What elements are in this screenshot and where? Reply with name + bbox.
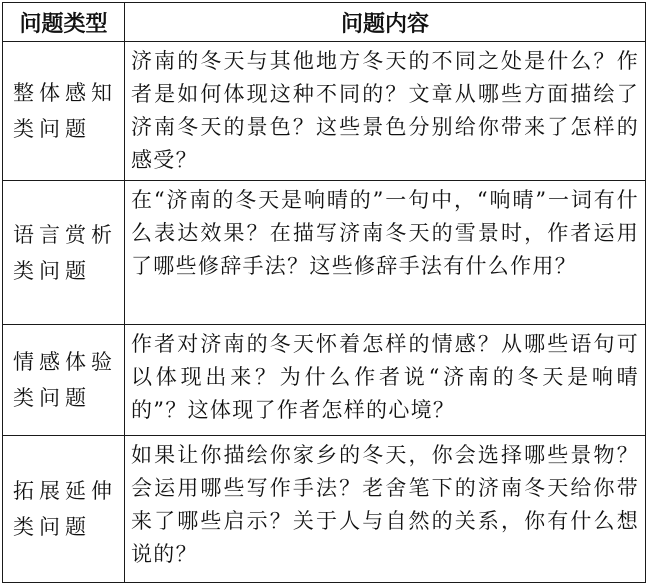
question-type-cell: 情感体验类问题 (3, 325, 125, 436)
table-row (3, 42, 646, 181)
question-type-cell: 整体感知类问题 (3, 42, 125, 181)
question-content-cell: 作者对济南的冬天怀着怎样的情感？从哪些语句可以体现出来？为什么作者说“济南的冬天是响晴的”？这体现了作者怎样的心境？ (125, 325, 646, 436)
question-content-cell: 如果让你描绘你家乡的冬天，你会选择哪些景物？会运用哪些写作手法？老舍笔下的济南冬天给你带来了哪些启示？关于人与自然的关系，你有什么想说的？ (125, 436, 646, 583)
header-question-content: 问题内容 (125, 3, 646, 42)
question-type-cell: 拓展延伸类问题 (3, 436, 125, 583)
question-content-cell: 济南的冬天与其他地方冬天的不同之处是什么？作者是如何体现这种不同的？文章从哪些方面描绘了济南冬天的景色？这些景色分别给你带来了怎样的感受？ (125, 42, 646, 181)
question-type-cell: 语言赏析类问题 (3, 181, 125, 325)
table-header-row (3, 3, 646, 42)
question-content-cell: 在“济南的冬天是响晴的”一句中，“响晴”一词有什么表达效果？在描写济南冬天的雪景时，作者运用了哪些修辞手法？这些修辞手法有什么作用？ (125, 181, 646, 325)
table-row (3, 436, 646, 583)
table-row (3, 325, 646, 436)
table-row (3, 181, 646, 325)
header-question-type: 问题类型 (3, 3, 125, 42)
question-table (2, 2, 646, 583)
